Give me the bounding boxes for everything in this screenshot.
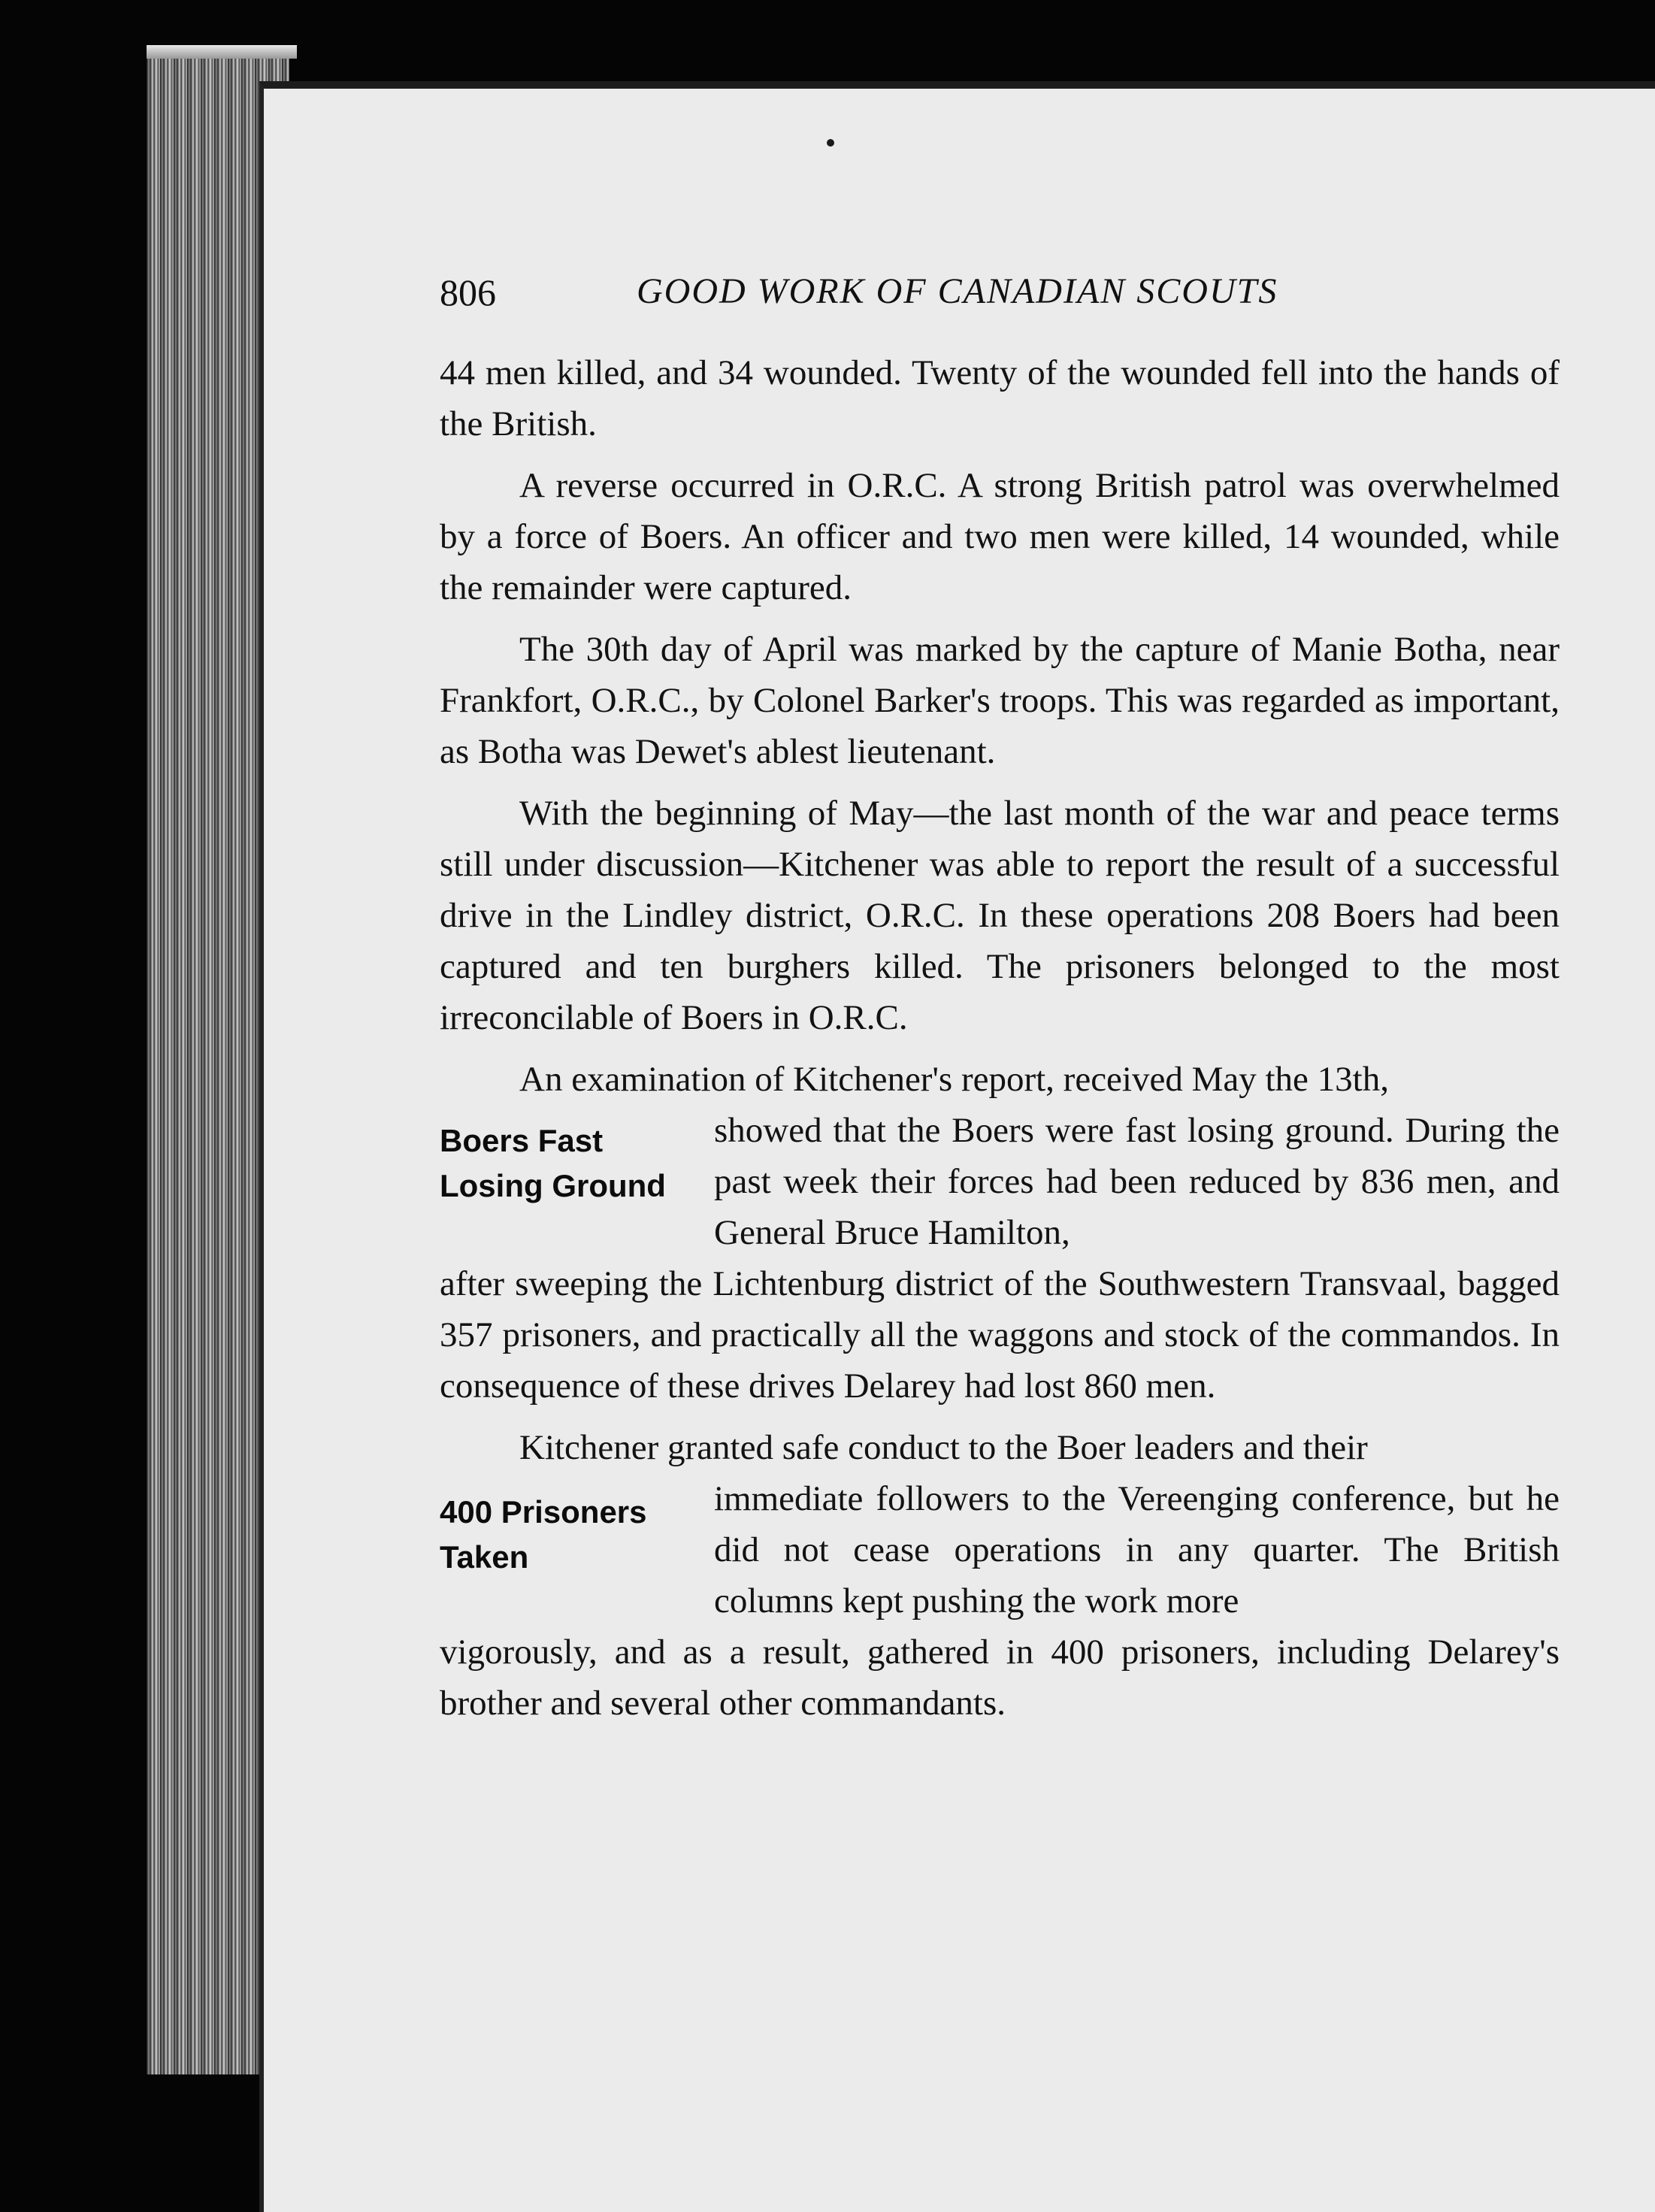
paragraph: 44 men killed, and 34 wounded. Twenty of the wounded fell into the hands of the British. (440, 353, 1560, 443)
paragraph-lead: An examination of Kitchener's report, received May the 13th, (519, 1060, 1389, 1099)
section-boers-fast-losing-ground (440, 1054, 1560, 1412)
margin-note-block (440, 1105, 1560, 1258)
page-body (440, 347, 1560, 1739)
page-number: 806 (440, 271, 496, 313)
paragraph-beside-note: showed that the Boers were fast losing ground. During the past week their forces had been reduced by 836 men, and General Bruce Hamilton, (714, 1111, 1560, 1252)
running-title: GOOD WORK OF CANADIAN SCOUTS (637, 271, 1278, 311)
paragraph: A reverse occurred in O.R.C. A strong British patrol was overwhelmed by a force of Boers. An officer and two men were killed, 14 wounded, while the remainder were captured. (440, 466, 1560, 607)
paragraph-continuation: after sweeping the Lichtenburg district of the Southwestern Transvaal, bagged 357 prisoners, and practically all the waggons and stock of the commandos. In consequence of these drives Delarey had lost 860 men. (440, 1264, 1560, 1406)
margin-note: 400 Prisoners Taken (440, 1494, 647, 1575)
speck-mark (827, 139, 834, 147)
section-400-prisoners-taken (440, 1422, 1560, 1729)
paragraph-beside-note: immediate followers to the Vereenging conference, but he did not cease operations in any quarter. The British columns kept pushing the work more (714, 1479, 1560, 1620)
page-header (440, 271, 1560, 323)
margin-note: Boers Fast Losing Ground (440, 1123, 666, 1203)
margin-note-block (440, 1473, 1560, 1626)
paragraph-lead: Kitchener granted safe conduct to the Boer leaders and their (519, 1428, 1368, 1467)
book-page-edges-top (147, 45, 297, 59)
paragraph: The 30th day of April was marked by the capture of Manie Botha, near Frankfort, O.R.C., by Colonel Barker's troops. This was regarded as important, as Botha was Dewet's ablest lieutenant. (440, 630, 1560, 771)
paragraph: With the beginning of May—the last month of the war and peace terms still under discussion—Kitchener was able to report the result of a successful drive in the Lindley district, O.R.C. In these operations 208 Boers had been captured and ten burghers killed. The prisoners belonged to the most irreconcilable of Boers in O.R.C. (440, 794, 1560, 1037)
paragraph-continuation: vigorously, and as a result, gathered in 400 prisoners, including Delarey's brother and several other commandants. (440, 1633, 1560, 1723)
